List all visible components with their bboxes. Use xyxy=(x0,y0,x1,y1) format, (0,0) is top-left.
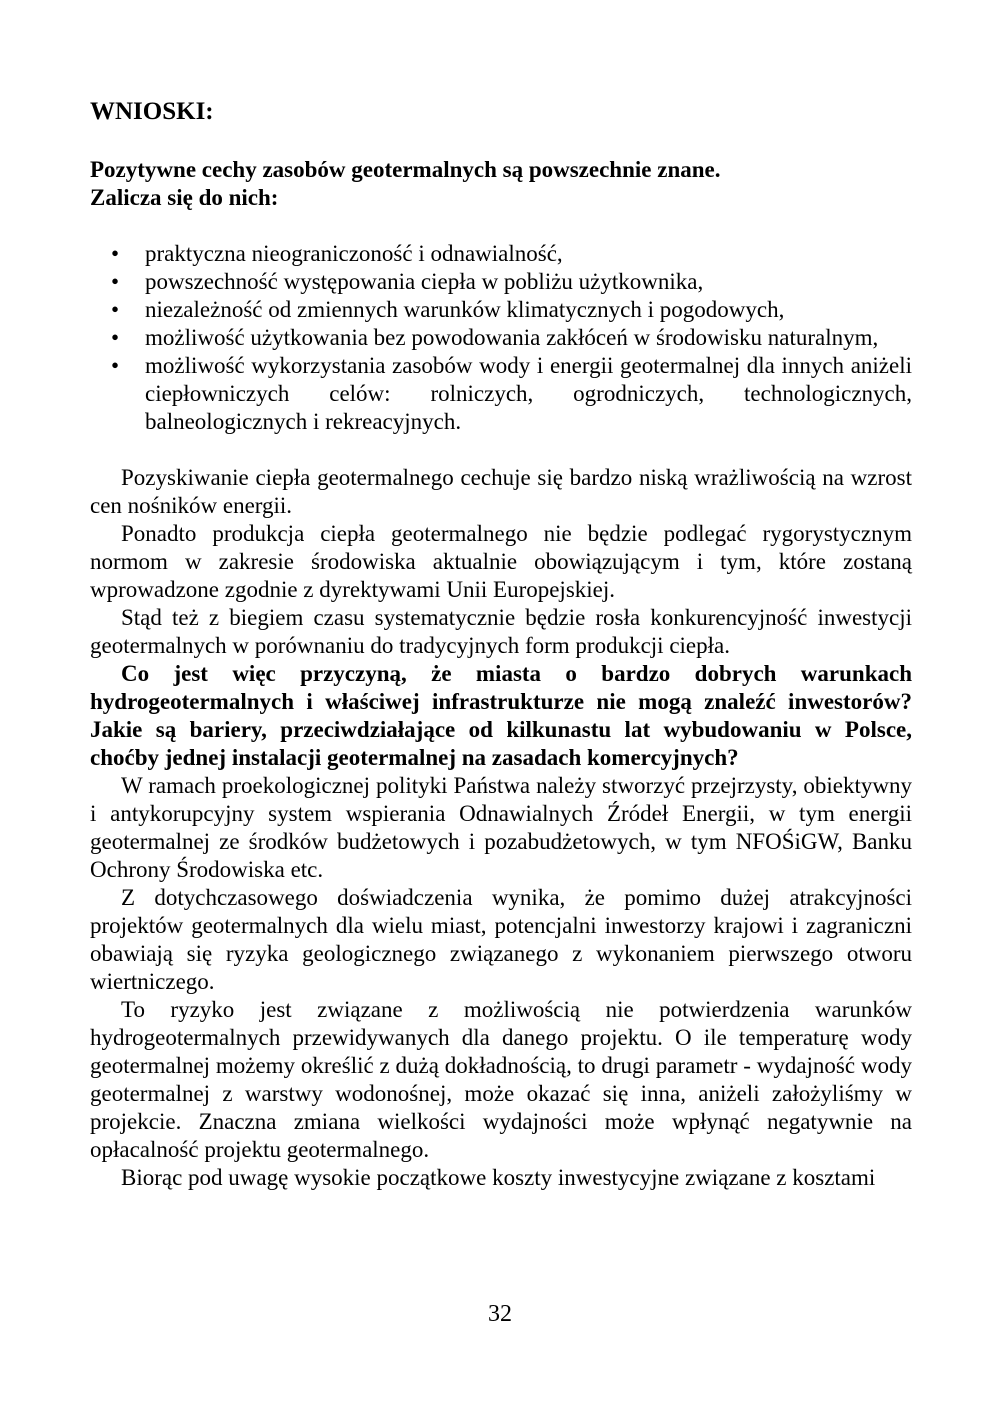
body-paragraph: Z dotychczasowego doświadczenia wynika, że pomimo dużej atrakcyjności projektów geotermalnych dla wielu miast, potencjalni inwestorzy krajowi i zagraniczni obawiają się ryzyka geologicznego związanego z wykonaniem pierwszego otworu wiertniczego. xyxy=(90,885,912,994)
list-item: • niezależność od zmiennych warunków klimatycznych i pogodowych, xyxy=(90,296,912,324)
bullet-list xyxy=(90,240,912,436)
body-paragraph: Ponadto produkcja ciepła geotermalnego nie będzie podlegać rygorystycznym normom w zakresie środowiska aktualnie obowiązującym i tym, które zostaną wprowadzone zgodnie z dyrektywami Unii Europejskiej. xyxy=(90,521,912,602)
body-paragraph: To ryzyko jest związane z możliwością nie potwierdzenia warunków hydrogeotermalnych przewidywanych dla danego projektu. O ile temperaturę wody geotermalnej możemy określić z dużą dokładnością, to drugi parametr - wydajność wody geotermalnej z warstwy wodonośnej, może okazać się inna, aniżeli założyliśmy w projekcie. Znaczna zmiana wielkości wydajności może wpłynąć negatywnie na opłacalność projektu geotermalnego. xyxy=(90,997,912,1162)
document-content xyxy=(90,98,912,1192)
body-paragraph: Biorąc pod uwagę wysokie początkowe koszty inwestycyjne związane z kosztami xyxy=(121,1165,876,1190)
question-paragraph: Co jest więc przyczyną, że miasta o bardzo dobrych warunkach hydrogeotermalnych i właściwej infrastrukturze nie mogą znaleźć inwestorów? Jakie są bariery, przeciwdziałające od kilkunastu lat wybudowaniu w Polsce, choćby jednej instalacji geotermalnej na zasadach komercyjnych? xyxy=(90,661,912,770)
intro-line: Pozytywne cechy zasobów geotermalnych są powszechnie znane. xyxy=(90,157,721,182)
list-item: • praktyczna nieograniczoność i odnawialność, xyxy=(90,240,912,268)
intro-line: Zalicza się do nich: xyxy=(90,185,279,210)
body-paragraph: Stąd też z biegiem czasu systematycznie będzie rosła konkurencyjność inwestycji geotermalnych w porównaniu do tradycyjnych form produkcji ciepła. xyxy=(90,605,912,658)
list-item: • możliwość wykorzystania zasobów wody i energii geotermalnej dla innych aniżeli ciepłowniczych celów: rolniczych, ogrodniczych, technologicznych, balneologicznych i rekreacyjnych. xyxy=(90,352,912,436)
intro-statement xyxy=(90,156,912,212)
body-paragraph: Pozyskiwanie ciepła geotermalnego cechuje się bardzo niską wrażliwością na wzrost cen nośników energii. xyxy=(90,465,912,518)
section-heading: WNIOSKI: xyxy=(90,98,214,125)
page-number: 32 xyxy=(488,1301,512,1327)
list-item: • powszechność występowania ciepła w pobliżu użytkownika, xyxy=(90,268,912,296)
body-paragraph: W ramach proekologicznej polityki Państwa należy stworzyć przejrzysty, obiektywny i antykorupcyjny system wspierania Odnawialnych Źródeł Energii, w tym energii geotermalnej ze środków budżetowych i pozabudżetowych, w tym NFOŚiGW, Banku Ochrony Środowiska etc. xyxy=(90,773,912,882)
list-item: • możliwość użytkowania bez powodowania zakłóceń w środowisku naturalnym, xyxy=(90,324,912,352)
